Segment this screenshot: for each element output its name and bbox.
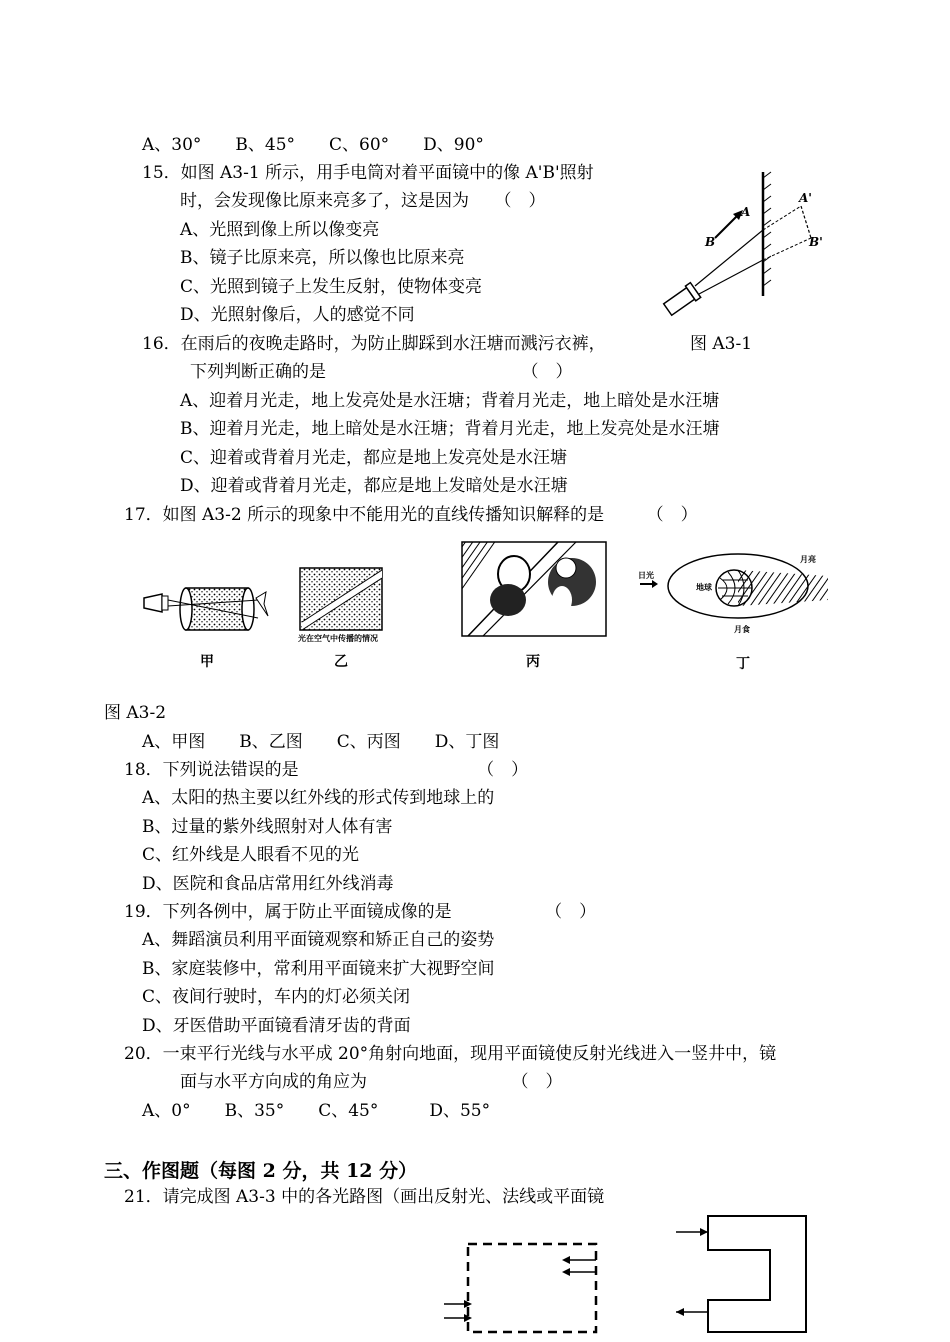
- ding-sun-label: 日光: [638, 570, 654, 580]
- label-ding: 丁: [736, 656, 750, 672]
- q18-stem: 18．下列说法错误的是 （ ）: [124, 760, 529, 780]
- q19-option-a: A、舞蹈演员利用平面镜观察和矫正自己的姿势: [142, 930, 495, 950]
- q15-option-c: C、光照到镜子上发生反射，使物体变亮: [180, 277, 483, 297]
- figure-a3-1: [655, 168, 835, 320]
- q17-options: A、甲图 B、乙图 C、丙图 D、丁图: [142, 732, 500, 752]
- figure-jia: [144, 588, 268, 630]
- yi-caption: 光在空气中传播的情况: [298, 633, 378, 643]
- ding-earth-label: 地球: [696, 582, 712, 592]
- figure-ding: [638, 554, 828, 634]
- figure-yi: [298, 568, 382, 643]
- section-3-title: 三、作图题（每图 2 分，共 12 分）: [104, 1160, 418, 1182]
- ding-moon-label: 月亮: [800, 554, 816, 564]
- q14-options: A、30° B、45° C、60° D、90°: [142, 135, 484, 155]
- q15-option-a: A、光照到像上所以像变亮: [180, 220, 380, 240]
- u-shape-box: [708, 1216, 806, 1332]
- q19-option-c: C、夜间行驶时，车内的灯必须关闭: [142, 987, 411, 1007]
- q15-option-d: D、光照射像后，人的感觉不同: [180, 305, 415, 325]
- q21-stem: 21．请完成图 A3-3 中的各光路图（画出反射光、法线或平面镜: [124, 1187, 605, 1207]
- q18-option-d: D、医院和食品店常用红外线消毒: [142, 874, 394, 894]
- label-bing: 丙: [526, 654, 540, 670]
- q15-stem-line1: 15．如图 A3-1 所示，用手电筒对着平面镜中的像 A'B'照射: [142, 163, 594, 183]
- q19-option-b: B、家庭装修中，常利用平面镜来扩大视野空间: [142, 959, 495, 979]
- dashed-box: [468, 1244, 596, 1332]
- label-a: A: [741, 205, 751, 219]
- figure-a3-2-caption: 图 A3-2: [104, 703, 167, 723]
- q20-options: A、0° B、35° C、45° D、55°: [142, 1101, 491, 1121]
- figure-a3-2: [138, 538, 838, 678]
- q17-stem: 17．如图 A3-2 所示的现象中不能用光的直线传播知识解释的是 （ ）: [124, 505, 698, 525]
- q20-stem-line2: 面与水平方向成的角应为 （ ）: [180, 1072, 563, 1092]
- q16-stem-line1: 16．在雨后的夜晚走路时，为防止脚踩到水汪塘而溅污衣裤，: [142, 334, 606, 354]
- figure-bing: [462, 542, 606, 636]
- figure-a3-3: [436, 1208, 816, 1338]
- figure-a3-1-caption: 图 A3-1: [690, 334, 753, 354]
- q18-option-b: B、过量的紫外线照射对人体有害: [142, 817, 393, 837]
- q18-option-a: A、太阳的热主要以红外线的形式传到地球上的: [142, 788, 495, 808]
- q15-stem-line2: 时，会发现像比原来亮多了，这是因为 （ ）: [180, 191, 546, 211]
- q18-option-c: C、红外线是人眼看不见的光: [142, 845, 360, 865]
- flashlight-icon: [663, 283, 701, 317]
- q16-option-a: A、迎着月光走，地上发亮处是水汪塘；背着月光走，地上暗处是水汪塘: [180, 391, 720, 411]
- label-a-prime: A': [799, 191, 812, 205]
- label-b-prime: B': [809, 235, 823, 249]
- q16-option-c: C、迎着或背着月光走，都应是地上发亮处是水汪塘: [180, 448, 568, 468]
- q19-stem: 19．下列各例中，属于防止平面镜成像的是 （ ）: [124, 902, 597, 922]
- q20-stem-line1: 20．一束平行光线与水平成 20°角射向地面，现用平面镜使反射光线进入一竖井中，镜: [124, 1044, 777, 1064]
- q16-option-d: D、迎着或背着月光走，都应是地上发暗处是水汪塘: [180, 476, 568, 496]
- q16-stem-line2: 下列判断正确的是 （ ）: [190, 362, 573, 382]
- q19-option-d: D、牙医借助平面镜看清牙齿的背面: [142, 1016, 411, 1036]
- label-yi: 乙: [334, 654, 348, 670]
- q16-option-b: B、迎着月光走，地上暗处是水汪塘；背着月光走，地上发亮处是水汪塘: [180, 419, 720, 439]
- ding-eclipse-label: 月食: [734, 624, 750, 634]
- label-jia: 甲: [200, 654, 214, 670]
- label-b: B: [705, 235, 716, 249]
- q15-option-b: B、镜子比原来亮，所以像也比原来亮: [180, 248, 465, 268]
